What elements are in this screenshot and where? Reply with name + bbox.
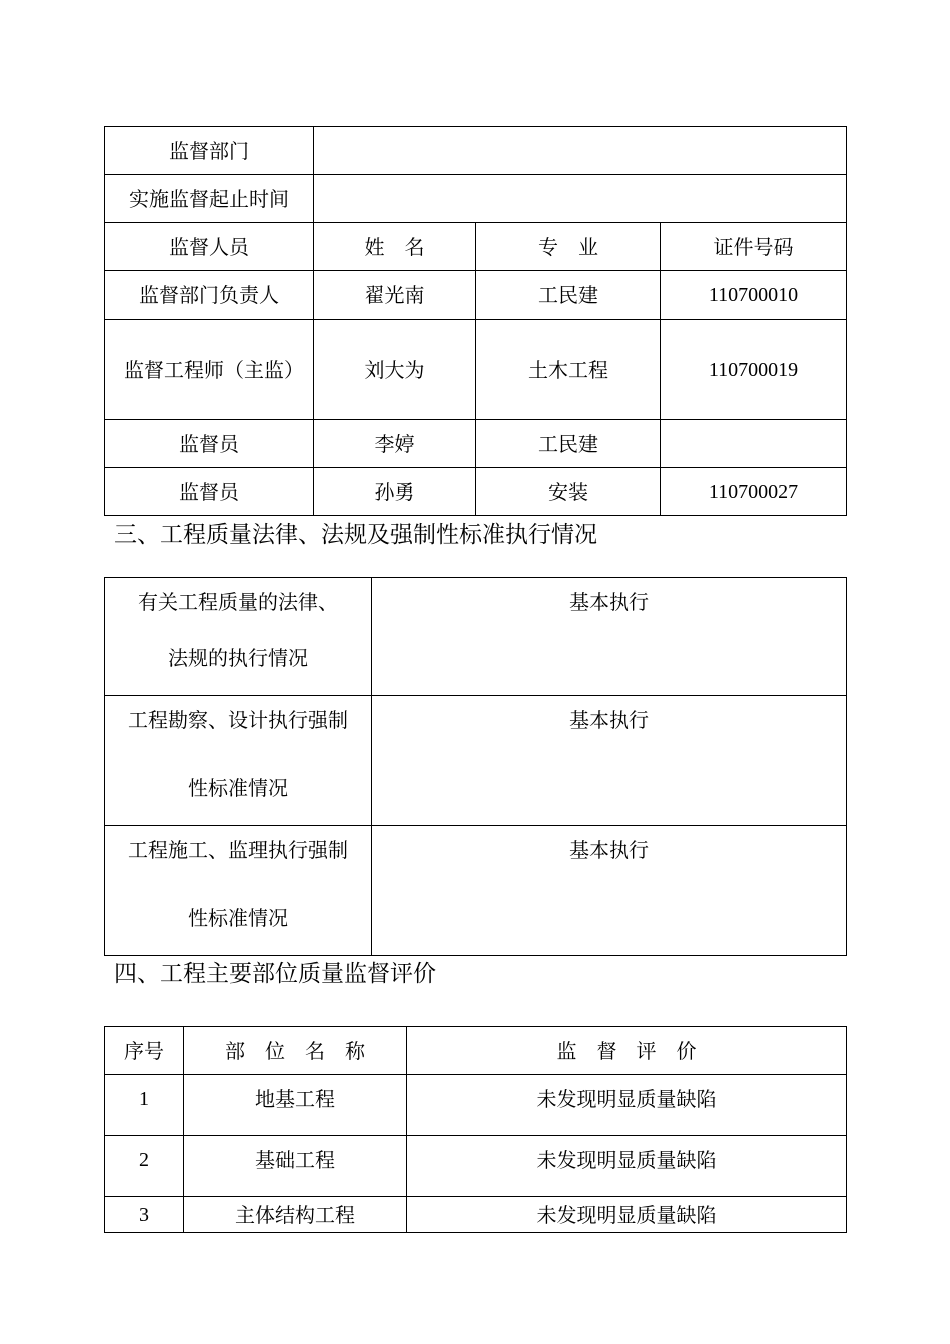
supervision-header-row (105, 223, 847, 271)
no-cell: 2 (105, 1136, 184, 1197)
table-row (105, 420, 847, 468)
item-cell (105, 696, 372, 826)
section-3-title: 三、工程质量法律、法规及强制性标准执行情况 (114, 522, 597, 548)
header-cell: 序号 (105, 1027, 184, 1075)
table-row (105, 696, 847, 826)
evaluation-header-row (105, 1027, 847, 1075)
table-row (105, 1197, 847, 1233)
major-cell: 工民建 (476, 271, 661, 320)
item-line: 有关工程质量的法律、 (138, 590, 338, 614)
status-cell: 基本执行 (372, 826, 847, 956)
header-cell: 专 业 (476, 223, 661, 271)
table-row (105, 468, 847, 516)
name-cell: 李婷 (314, 420, 476, 468)
name-cell: 翟光南 (314, 271, 476, 320)
cert-cell: 110700027 (661, 468, 847, 516)
header-cell: 监 督 评 价 (407, 1027, 847, 1075)
no-cell: 1 (105, 1075, 184, 1136)
part-cell: 地基工程 (184, 1075, 407, 1136)
status-cell: 基本执行 (372, 578, 847, 696)
role-text: 监督工程师（主监） (124, 357, 304, 382)
supervision-table (104, 126, 847, 516)
table-row (105, 1136, 847, 1197)
item-line: 法规的执行情况 (168, 646, 308, 670)
cert-cell: 110700019 (661, 320, 847, 420)
evaluation-cell: 未发现明显质量缺陷 (407, 1197, 847, 1233)
evaluation-cell: 未发现明显质量缺陷 (407, 1075, 847, 1136)
header-cell: 证件号码 (661, 223, 847, 271)
table-row (105, 271, 847, 320)
table-row (105, 826, 847, 956)
header-cell: 监督人员 (105, 223, 314, 271)
dept-value (314, 127, 847, 175)
section-4-title: 四、工程主要部位质量监督评价 (114, 961, 436, 987)
standards-table (104, 577, 847, 956)
name-cell: 孙勇 (314, 468, 476, 516)
table-row (105, 578, 847, 696)
major-cell: 土木工程 (476, 320, 661, 420)
cert-cell: 110700010 (661, 271, 847, 320)
table-row (105, 1075, 847, 1136)
item-line: 性标准情况 (188, 906, 288, 930)
item-cell (105, 578, 372, 696)
table-row (105, 320, 847, 420)
name-cell: 刘大为 (314, 320, 476, 420)
evaluation-table (104, 1026, 847, 1233)
cert-cell (661, 420, 847, 468)
period-label: 实施监督起止时间 (105, 175, 314, 223)
major-cell: 工民建 (476, 420, 661, 468)
role-cell: 监督员 (105, 420, 314, 468)
item-cell (105, 826, 372, 956)
period-value (314, 175, 847, 223)
major-cell: 安装 (476, 468, 661, 516)
item-line: 性标准情况 (188, 776, 288, 800)
item-line: 工程施工、监理执行强制 (128, 838, 348, 862)
role-cell (105, 320, 314, 420)
part-cell: 基础工程 (184, 1136, 407, 1197)
role-cell: 监督部门负责人 (105, 271, 314, 320)
dept-label: 监督部门 (105, 127, 314, 175)
item-line: 工程勘察、设计执行强制 (128, 708, 348, 732)
status-cell: 基本执行 (372, 696, 847, 826)
header-cell: 姓 名 (314, 223, 476, 271)
no-cell: 3 (105, 1197, 184, 1233)
header-cell: 部 位 名 称 (184, 1027, 407, 1075)
evaluation-cell: 未发现明显质量缺陷 (407, 1136, 847, 1197)
part-cell: 主体结构工程 (184, 1197, 407, 1233)
role-cell: 监督员 (105, 468, 314, 516)
